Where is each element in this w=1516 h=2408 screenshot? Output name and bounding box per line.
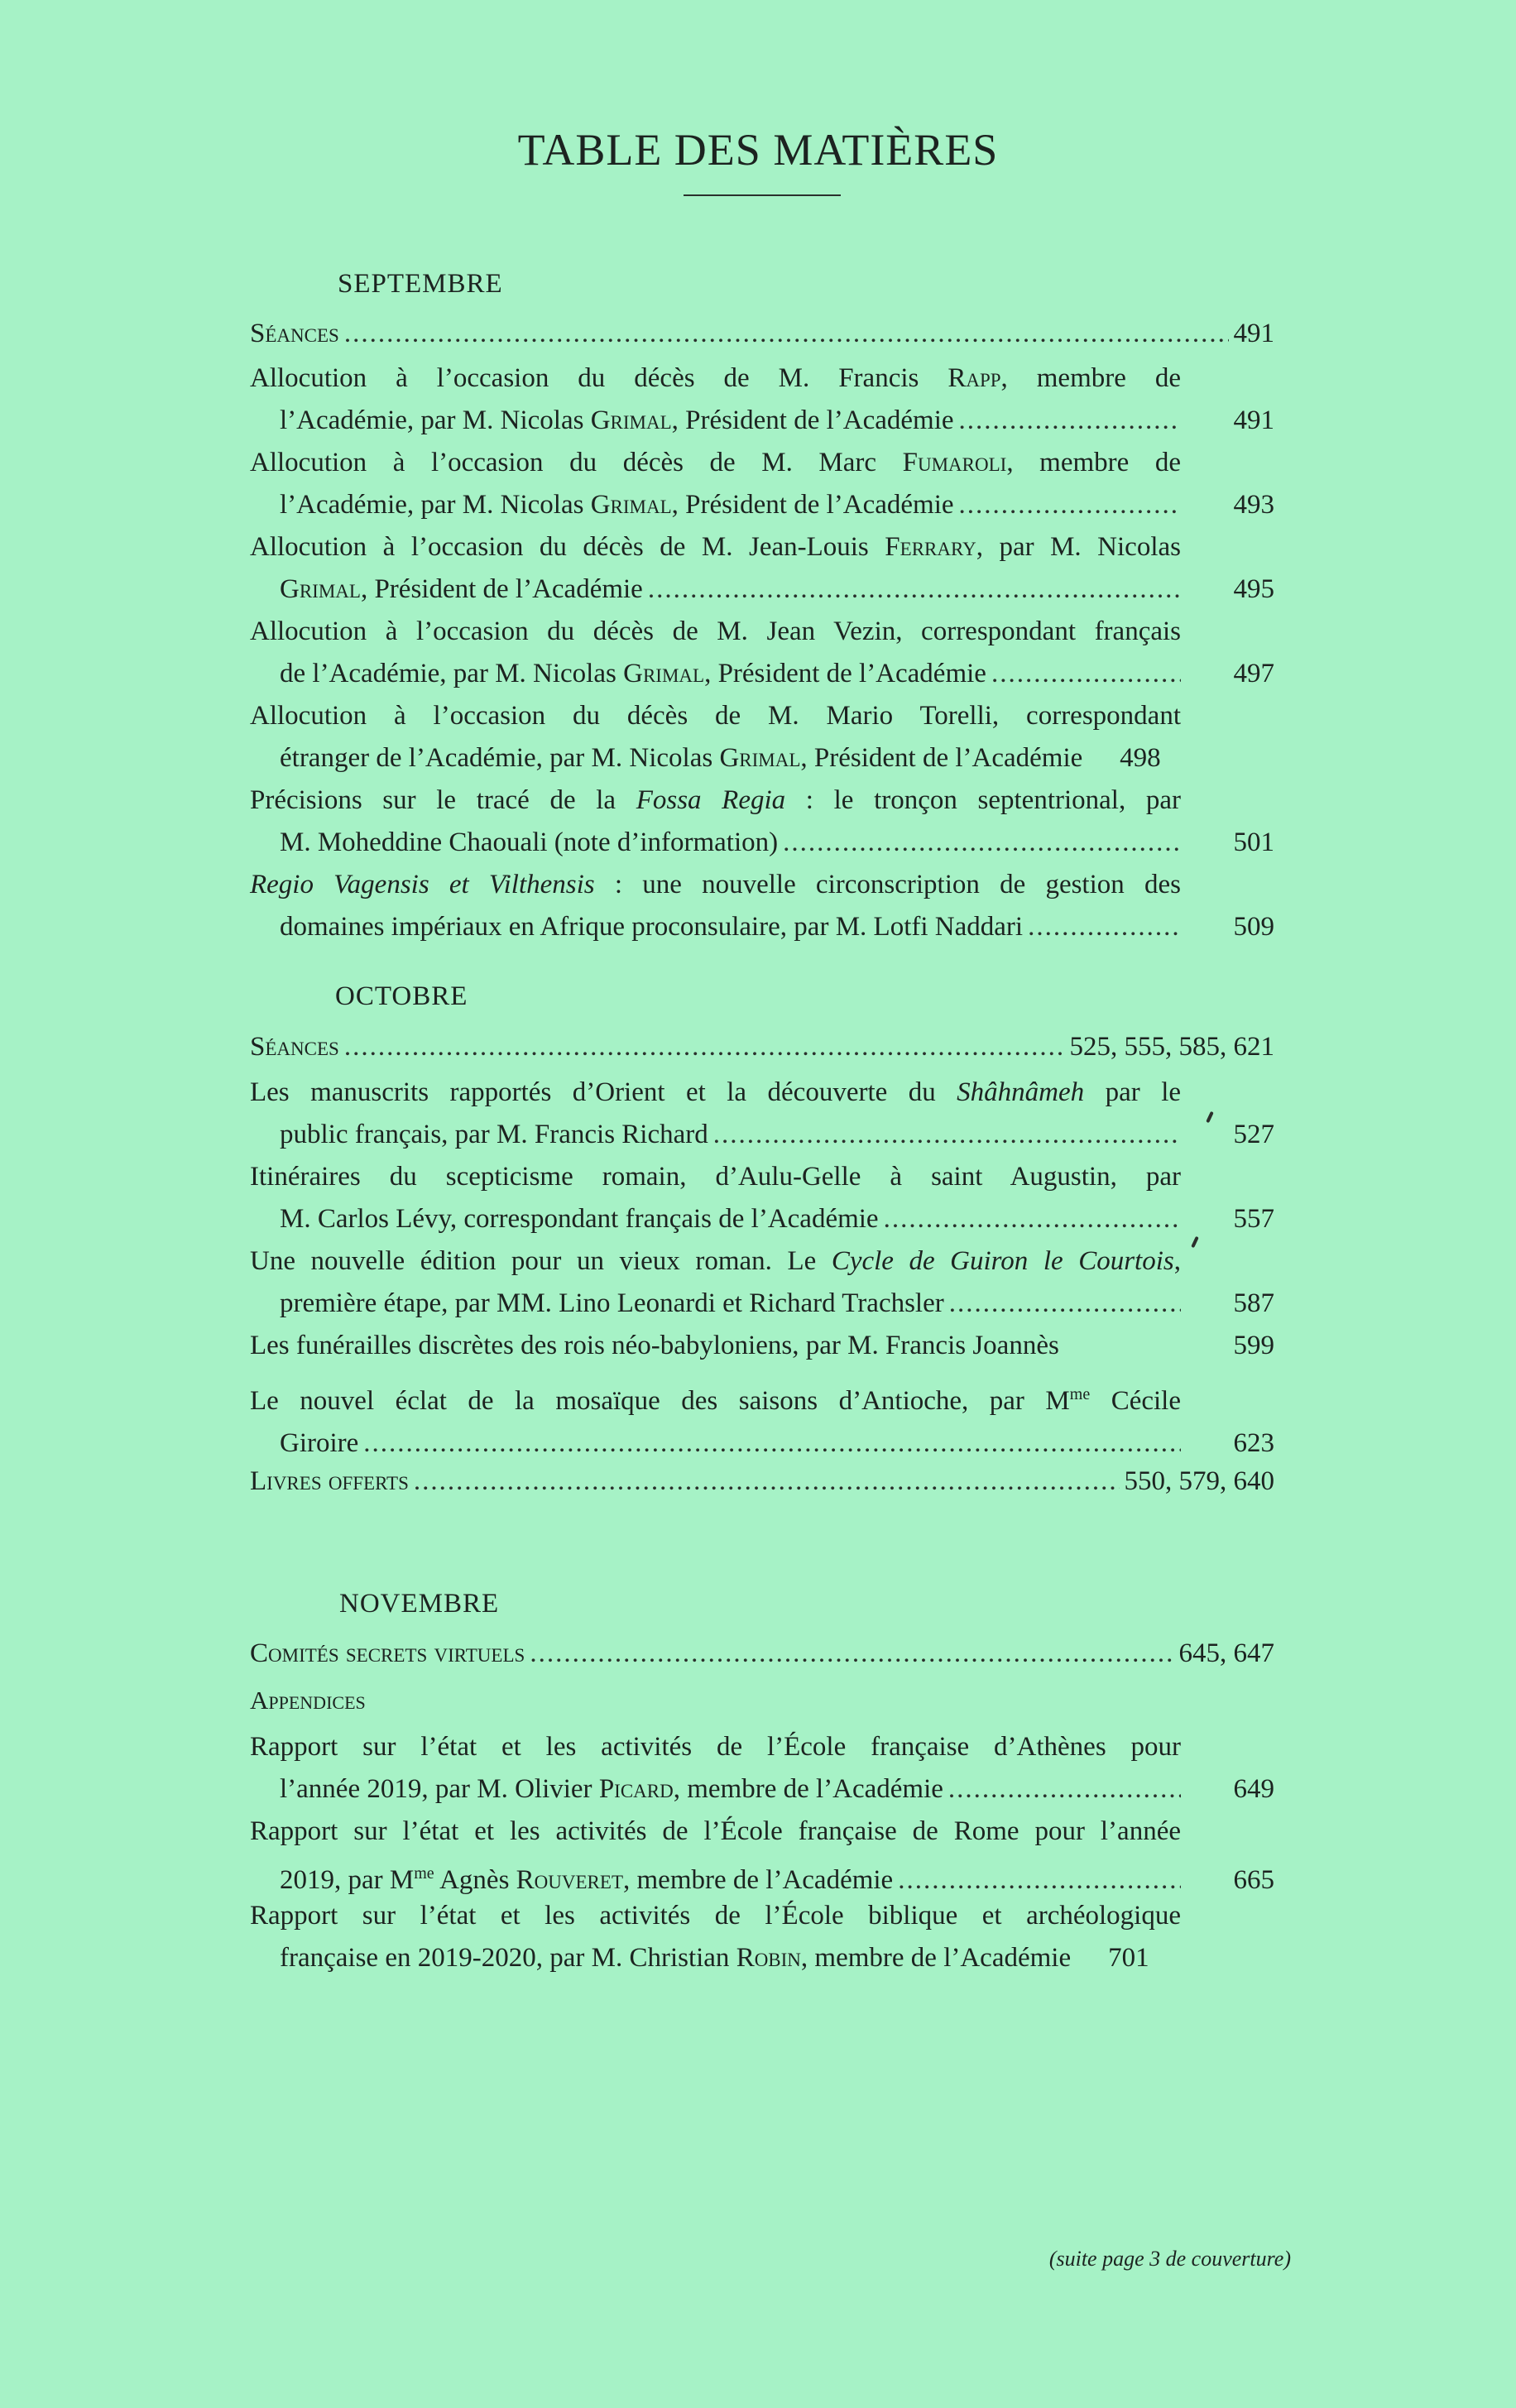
page-number: 550, 579, 640: [1124, 1466, 1274, 1496]
toc-entry: Les funérailles discrètes des rois néo-babyloniens, par M. Francis Joannès 599: [250, 1325, 1274, 1367]
page-number: 701: [1108, 1943, 1149, 1973]
toc-entry: Allocution à l’occasion du décès de M. Francis Rapp, membre de l’Académie, par M. Nicolas Grimal, Président de l’Académie ..... 491: [250, 357, 1274, 442]
page-number: 665: [1233, 1865, 1274, 1895]
toc-entry: Les manuscrits rapportés d’Orient et la découverte du Shâhnâmeh par le public français, par M. Francis Richard ..... 527: [250, 1072, 1274, 1156]
section-heading-novembre: NOVEMBRE: [339, 1589, 500, 1619]
toc-entry: Le nouvel éclat de la mosaïque des saisons d’Antioche, par $M^{me}$ Cécile Giroire ..... 623: [250, 1374, 1274, 1465]
page-number: 501: [1233, 827, 1274, 857]
page-number: 497: [1233, 659, 1274, 688]
footer-note: (suite page 3 de couverture): [1048, 2247, 1291, 2271]
page-number: 587: [1233, 1288, 1274, 1318]
page-number: 509: [1233, 912, 1274, 942]
page-number: 525, 555, 585, 621: [1069, 1032, 1274, 1062]
toc-entry: Rapport sur l’état et les activités de l’École biblique et archéologique française en 2019-2020, par M. Christian Robin, membre de l’Académie ..... 701: [250, 1895, 1274, 1979]
section-heading-octobre: OCTOBRE: [335, 981, 468, 1011]
toc-entry: Allocution à l’occasion du décès de M. Marc Fumaroli, membre de l’Académie, par M. Nicolas Grimal, Président de l’Académie ..... 493: [250, 442, 1274, 526]
dot-leader: [1028, 906, 1181, 948]
page-number: 493: [1233, 490, 1274, 520]
dot-leader: [530, 1633, 1172, 1675]
dot-leader: [713, 1114, 1181, 1156]
comites-label: Comités secrets virtuels: [250, 1638, 525, 1668]
dot-leader: [344, 313, 1229, 355]
seances-row-septembre: [250, 313, 1274, 355]
toc-entry: Une nouvelle édition pour un vieux roman. Le Cycle de Guiron le Courtois, première étape, par MM. Lino Leonardi et Richard Trachsler ..... 587: [250, 1240, 1274, 1325]
dot-leader: [948, 1768, 1181, 1811]
toc-entry: Allocution à l’occasion du décès de M. Mario Torelli, correspondant étranger de l’Académie, par M. Nicolas Grimal, Président de l’Académie ..... 498: [250, 695, 1274, 779]
section-heading-septembre: SEPTEMBRE: [338, 269, 503, 299]
page-number: 599: [1233, 1331, 1274, 1360]
dot-leader: [1074, 1937, 1076, 1979]
page-title: TABLE DES MATIÈRES: [517, 125, 999, 175]
toc-entry: Précisions sur le tracé de la Fossa Regia : le tronçon septentrional, par M. Moheddine Chaouali (note d’information) ..... 501: [250, 779, 1274, 864]
toc-entry: Allocution à l’occasion du décès de M. Jean Vezin, correspondant français de l’Académie, par M. Nicolas Grimal, Président de l’Académie ..... 497: [250, 611, 1274, 695]
page-number: 491: [1233, 405, 1274, 435]
seances-label: Séances: [250, 319, 339, 348]
toc-entry: Regio Vagensis et Vilthensis : une nouvelle circonscription de gestion des domaines impériaux en Afrique proconsulaire, par M. Lotfi Naddari ..... 509: [250, 864, 1274, 948]
dot-leader: [1086, 737, 1087, 779]
appendices-label: Appendices: [250, 1686, 366, 1715]
dot-leader: [648, 568, 1181, 611]
page-number: 649: [1233, 1774, 1274, 1804]
dot-leader: [959, 400, 1181, 442]
page-number: 495: [1233, 574, 1274, 604]
page-number: 623: [1233, 1428, 1274, 1458]
page-number: 645, 647: [1178, 1638, 1274, 1668]
page-number: 527: [1233, 1120, 1274, 1149]
dot-leader: [959, 484, 1181, 526]
toc-entry: Rapport sur l’état et les activités de l’École française de Rome pour l’année 2019, par $M^{me}$ Agnès Rouveret, membre de l’Académie ..... 665: [250, 1811, 1274, 1902]
dot-leader: [991, 653, 1181, 695]
toc-entry: Rapport sur l’état et les activités de l’École française d’Athènes pour l’année 2019, par M. Olivier Picard, membre de l’Académie ..... 649: [250, 1726, 1274, 1811]
page-number: 491: [1233, 319, 1274, 348]
dot-leader: [884, 1198, 1181, 1240]
dot-leader: [783, 822, 1181, 864]
toc-entry: Itinéraires du scepticisme romain, d’Aulu-Gelle à saint Augustin, par M. Carlos Lévy, correspondant français de l’Académie ..... 557: [250, 1156, 1274, 1240]
page-number: 557: [1233, 1204, 1274, 1234]
dot-leader: [414, 1461, 1120, 1503]
title-rule: [684, 194, 841, 196]
livres-offerts-row: [250, 1461, 1274, 1503]
seances-row-octobre: [250, 1026, 1274, 1068]
toc-entry: Allocution à l’occasion du décès de M. Jean-Louis Ferrary, par M. Nicolas Grimal, Président de l’Académie ..... 495: [250, 526, 1274, 611]
livres-offerts-label: Livres offerts: [250, 1466, 409, 1496]
comites-row: [250, 1633, 1274, 1675]
page-number: 498: [1120, 743, 1161, 773]
dot-leader: [949, 1283, 1181, 1325]
dot-leader: [363, 1422, 1181, 1465]
dot-leader: [344, 1026, 1065, 1068]
seances-label: Séances: [250, 1032, 339, 1062]
